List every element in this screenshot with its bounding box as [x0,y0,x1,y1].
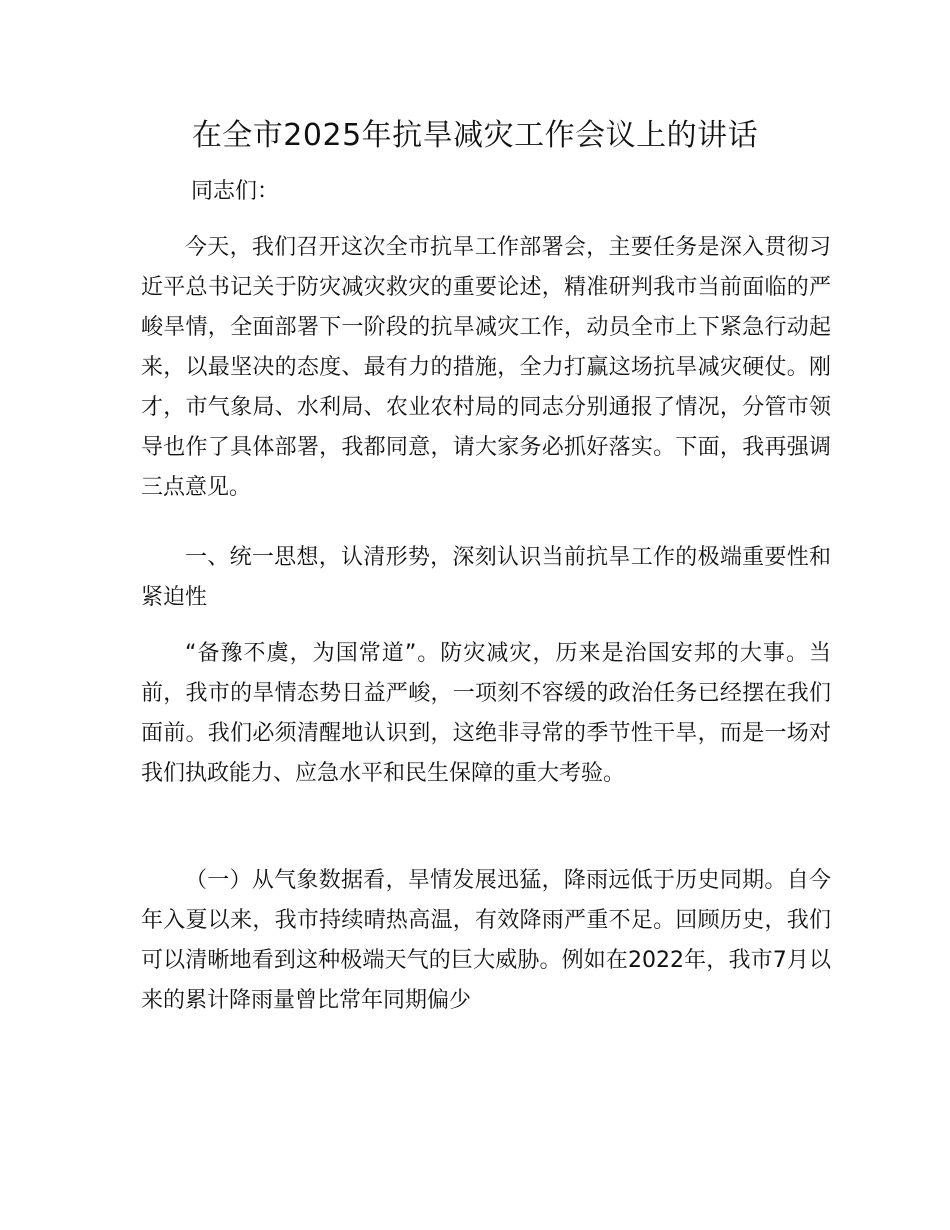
greeting: 同志们： [191,179,280,204]
paragraph-subsection-1: （一）从气象数据看，旱情发展迅猛，降雨远低于历史同期。自今年入夏以来，我市持续晴热高温，有效降雨严重不足。回顾历史，我们可以清晰地看到这种极端天气的巨大威胁。例如在2022年，我市7月以来的累计降雨量曾比常年同期偏少 [141,868,831,1013]
section-heading-1: 一、统一思想，认清形势，深刻认识当前抗旱工作的极端重要性和紧迫性 [141,545,831,610]
paragraph-intro: 今天，我们召开这次全市抗旱工作部署会，主要任务是深入贯彻习近平总书记关于防灾减灾救灾的重要论述，精准研判我市当前面临的严峻旱情，全面部署下一阶段的抗旱减灾工作，动员全市上下紧急行动起来，以最坚决的态度、最有力的措施，全力打赢这场抗旱减灾硬仗。刚才，市气象局、水利局、农业农村局的同志分别通报了情况，分管市领导也作了具体部署，我都同意，请大家务必抓好落实。下面，我再强调三点意见。 [141,235,831,500]
document-title: 在全市2025年抗旱减灾工作会议上的讲话 [191,118,759,153]
paragraph-section-1: “备豫不虞，为国常道”。防灾减灾，历来是治国安邦的大事。当前，我市的旱情态势日益严峻，一项刻不容缓的政治任务已经摆在我们面前。我们必须清醒地认识到，这绝非寻常的季节性干旱，而是一场对我们执政能力、应急水平和民生保障的重大考验。 [141,641,831,786]
